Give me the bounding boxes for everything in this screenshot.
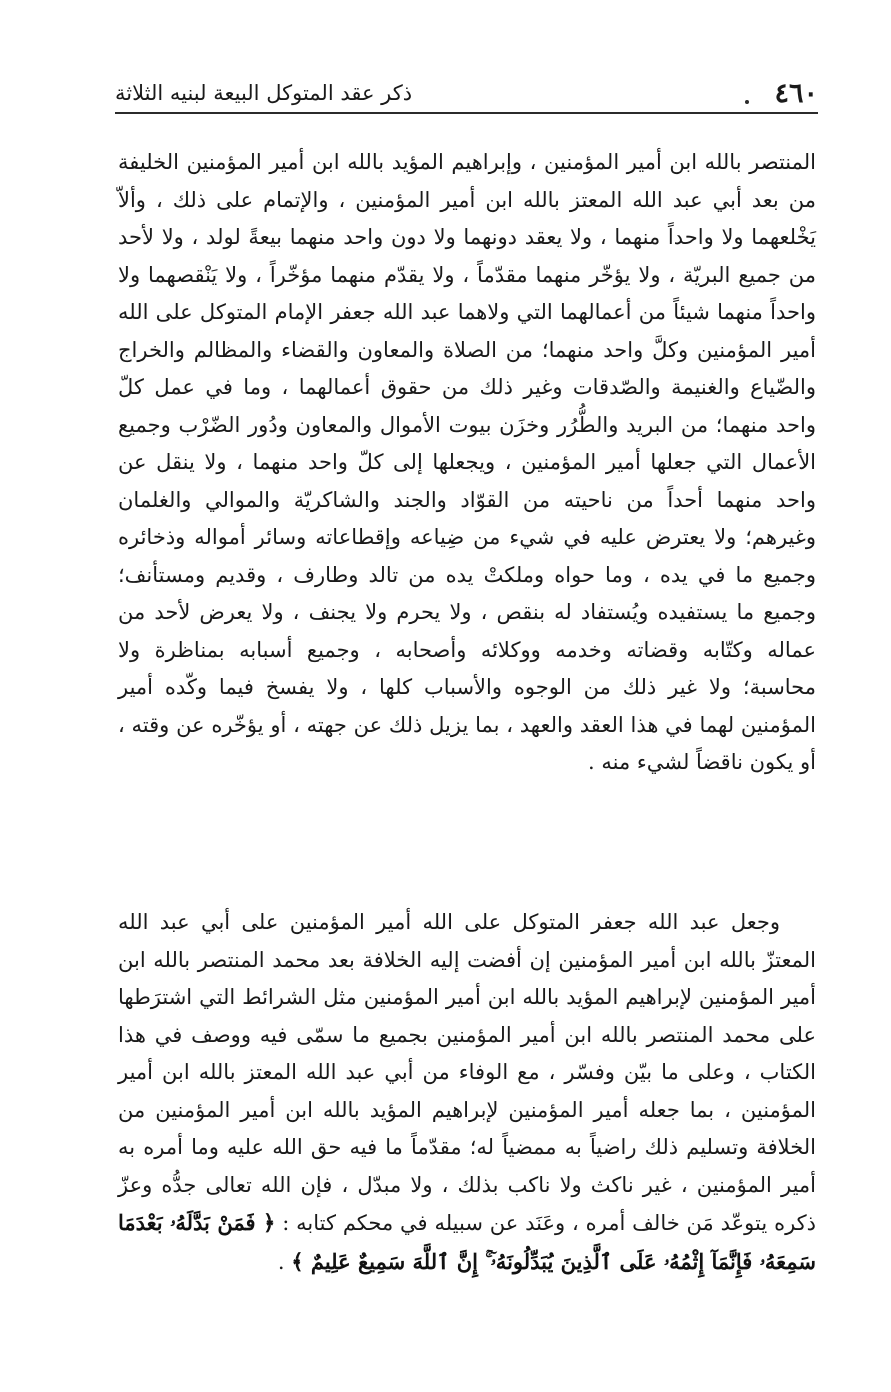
paragraph-2: [118, 904, 816, 1281]
running-header: [115, 78, 818, 114]
header-ornament-dot: [745, 100, 749, 104]
quran-verse: ﴿ فَمَنْ بَدَّلَهُۥ بَعْدَمَا سَمِعَهُۥ فَإِنَّمَآ إِثْمُهُۥ عَلَى ٱلَّذِينَ يُبَدِّلُونَهُۥٓ ۚ إِنَّ ٱللَّهَ سَمِيعٌ عَلِيمٌ ﴾: [118, 1210, 816, 1274]
paragraph-2-text: وجعل عبد الله جعفر المتوكل على الله أمير المؤمنين على أبي عبد الله المعتزّ بالله ابن أمير المؤمنين إن أفضت إليه الخلافة بعد محمد المنتصر بالله ابن أمير المؤمنين لإبراهيم المؤيد بالله ابن أمير المؤمنين مثل الشرائط التي اشترَطها على محمد المنتصر بالله ابن أمير المؤمنين بجميع ما سمّى فيه ووصف في هذا الكتاب ، وعلى ما بيّن وفسّر ، مع الوفاء من أبي عبد الله المعتز بالله ابن أمير المؤمنين ، بما جعله أمير المؤمنين لإبراهيم المؤيد بالله ابن أمير المؤمنين من الخلافة وتسليم ذلك راضياً به ممضياً له؛ مقدّماً ما فيه حق الله عليه وما أمره به أمير المؤمنين ، غير ناكث ولا ناكب بذلك ، ولا مبدّل ، فإن الله تعالى جدُّه وعزّ ذكره يتوعّد مَن خالف أمره ، وعَنَد عن سبيله في محكم كتابه :: [118, 910, 817, 1235]
page-number: ٤٦٠: [774, 77, 818, 109]
running-title: ذكر عقد المتوكل البيعة لبنيه الثلاثة: [115, 81, 413, 105]
paragraph-1: المنتصر بالله ابن أمير المؤمنين ، وإبراهيم المؤيد بالله ابن أمير المؤمنين الخليفة من بعد أبي عبد الله المعتز بالله ابن أمير المؤمنين ، والإتمام على ذلك ، وألاّ يَخْلعهما ولا واحداً منهما ، ولا يعقد دونهما ولا دون واحد منهما بيعةً لولد ، ولا لأحد من جميع البريّة ، ولا يؤخّر منهما مقدّماً ، ولا يقدّم منهما مؤخّراً ، ولا يَنْقصهما ولا واحداً منهما شيئاً من أعمالهما التي ولاهما عبد الله جعفر الإمام المتوكل على الله أمير المؤمنين وكلَّ واحد منهما؛ من الصلاة والمعاون والقضاء والمظالم والخراج والضّياع والغنيمة والصّدقات وغير ذلك من حقوق أعمالهما ، وما في عمل كلّ واحد منهما؛ من البريد والطُّرُر وخزَن بيوت الأموال والمعاون ودُور الضّرْب وجميع الأعمال التي جعلها أمير المؤمنين ، ويجعلها إلى كلّ واحد منهما ، ولا ينقل عن واحد منهما أحداً من ناحيته من القوّاد والجند والشاكريّة والموالي والغلمان وغيرهم؛ ولا يعترض عليه في شيء من ضِياعه وإقطاعاته وسائر أمواله وذخائره وجميع ما في يده ، وما حواه وملكتْ يده من تالد وطارف ، وقديم ومستأنف؛ وجميع ما يستفيده ويُستفاد له بنقص ، ولا يحرم ولا يجنف ، ولا يعرض لأحد من عماله وكتّابه وقضاته وخدمه ووكلائه وأصحابه ، وجميع أسبابه بمناظرة ولا محاسبة؛ ولا غير ذلك من الوجوه والأسباب كلها ، ولا يفسخ فيما وكّده أمير المؤمنين لهما في هذا العقد والعهد ، بما يزيل ذلك عن جهته ، أو يؤخّره عن وقته ، أو يكون ناقضاً لشيء منه .: [118, 150, 816, 774]
paragraph-2-tail: .: [277, 1249, 292, 1274]
